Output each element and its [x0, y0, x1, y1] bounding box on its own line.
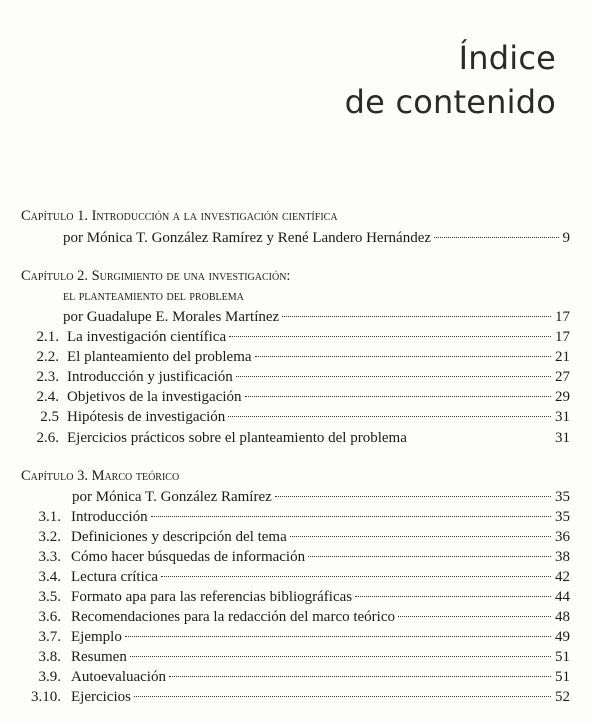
leader-dots [229, 336, 551, 337]
page-number: 9 [562, 230, 570, 246]
toc-entry [71, 587, 570, 607]
section-row [0, 407, 592, 427]
toc-entry [71, 527, 570, 547]
page-number: 36 [555, 529, 570, 545]
leader-dots [245, 396, 551, 397]
toc-entry [67, 347, 570, 367]
chapter-2-authors-row [0, 307, 592, 327]
section-row [0, 627, 592, 647]
section-row [0, 687, 592, 707]
section-number: 2.3. [36, 369, 59, 385]
page-number: 44 [555, 589, 570, 605]
page-number: 21 [555, 349, 570, 365]
section-title: Objetivos de la investigación [67, 389, 242, 405]
section-title: El planteamiento del problema [67, 349, 252, 365]
leader-dots [398, 616, 551, 617]
chapter-authors: por Mónica T. González Ramírez y René Landero Hernández [63, 230, 432, 246]
section-row [0, 587, 592, 607]
page-title-line-1: Índice [458, 39, 556, 77]
toc-entry [63, 228, 570, 248]
section-number: 3.3. [38, 549, 61, 565]
section-number: 3.8. [38, 649, 61, 665]
chapter-title: Capítulo 2. Surgimiento de una investigación: [21, 268, 291, 284]
toc-entry [67, 407, 570, 427]
leader-dots [228, 416, 551, 417]
toc-entry [63, 307, 570, 327]
leader-dots [355, 596, 551, 597]
section-number: 2.4. [36, 389, 59, 405]
toc-entry [71, 647, 570, 667]
toc-entry [71, 507, 570, 527]
section-number: 2.1. [36, 329, 59, 345]
section-title: Introducción y justificación [67, 369, 233, 385]
leader-dots [282, 316, 551, 317]
page-number: 51 [555, 649, 570, 665]
section-title: La investigación científica [67, 329, 227, 345]
section-number: 3.4. [38, 569, 61, 585]
section-row [0, 327, 592, 347]
section-title: Ejercicios prácticos sobre el planteamiento del problema [67, 430, 407, 446]
page-title-line-2: de contenido [344, 83, 556, 121]
chapter-1-authors-row [0, 228, 592, 248]
leader-dots [275, 496, 551, 497]
section-title: Introducción [71, 509, 148, 525]
page-number: 35 [555, 509, 570, 525]
section-row [0, 367, 592, 387]
chapter-2-subtitle-row [0, 287, 592, 307]
toc-entry [71, 627, 570, 647]
page-number: 38 [555, 549, 570, 565]
toc-entry [67, 367, 570, 387]
section-number: 3.9. [38, 669, 61, 685]
page-number: 27 [555, 369, 570, 385]
leader-dots [290, 536, 551, 537]
section-row [0, 547, 592, 567]
toc-entry [71, 547, 570, 567]
leader-dots [130, 656, 551, 657]
section-row [0, 647, 592, 667]
chapter-3-authors-row [0, 487, 592, 507]
toc-entry [71, 667, 570, 687]
section-title: Ejemplo [71, 629, 122, 645]
section-row [0, 527, 592, 547]
chapter-1-heading [0, 206, 592, 226]
page-number: 31 [555, 409, 570, 425]
section-title: Definiciones y descripción del tema [71, 529, 287, 545]
chapter-subtitle: el planteamiento del problema [63, 289, 244, 304]
page-number: 52 [555, 689, 570, 705]
section-row [0, 387, 592, 407]
section-number: 2.6. [36, 430, 59, 446]
chapter-3-heading [0, 466, 592, 486]
page-number: 48 [555, 609, 570, 625]
section-number: 2.5 [40, 409, 59, 425]
section-title: Hipótesis de investigación [67, 409, 226, 425]
section-row [0, 567, 592, 587]
section-number: 3.6. [38, 609, 61, 625]
leader-dots [134, 696, 551, 697]
leader-dots [255, 356, 551, 357]
chapter-title: Capítulo 1. Introducción a la investigación científica [21, 208, 338, 224]
section-number: 3.2. [38, 529, 61, 545]
leader-dots [161, 576, 551, 577]
section-number: 3.5. [38, 589, 61, 605]
section-title: Autoevaluación [71, 669, 166, 685]
toc-entry [67, 327, 570, 347]
leader-dots [434, 237, 558, 238]
section-number: 3.7. [38, 629, 61, 645]
toc-entry [71, 687, 570, 707]
leader-dots [125, 636, 551, 637]
section-title: Lectura crítica [71, 569, 159, 585]
section-title: Formato apa para las referencias bibliográficas [71, 589, 353, 605]
chapter-authors: por Mónica T. González Ramírez [72, 489, 272, 505]
page-number: 51 [555, 669, 570, 685]
section-row [0, 607, 592, 627]
page-number: 17 [555, 309, 570, 325]
chapter-authors: por Guadalupe E. Morales Martínez [63, 309, 280, 325]
toc-entry [72, 487, 570, 507]
page-number: 31 [555, 430, 570, 446]
section-row [0, 347, 592, 367]
toc-entry [67, 428, 570, 448]
leader-dots [236, 376, 551, 377]
section-number: 3.10. [31, 689, 61, 705]
toc-entry [67, 387, 570, 407]
leader-dots [308, 556, 551, 557]
chapter-2-heading [0, 266, 592, 286]
section-title: Cómo hacer búsquedas de información [71, 549, 306, 565]
page-number: 17 [555, 329, 570, 345]
page-number: 35 [555, 489, 570, 505]
page-number: 29 [555, 389, 570, 405]
leader-dots [151, 516, 551, 517]
page-number: 42 [555, 569, 570, 585]
section-title: Ejercicios [71, 689, 131, 705]
leader-dots [169, 676, 551, 677]
toc-entry [71, 607, 570, 627]
section-number: 2.2. [36, 349, 59, 365]
section-row [0, 667, 592, 687]
section-number: 3.1. [38, 509, 61, 525]
page-title [345, 36, 556, 124]
section-title: Resumen [71, 649, 127, 665]
toc-entry [71, 567, 570, 587]
chapter-title: Capítulo 3. Marco teórico [21, 468, 180, 484]
section-title: Recomendaciones para la redacción del marco teórico [71, 609, 396, 625]
section-row [0, 428, 592, 448]
section-row [0, 507, 592, 527]
page-number: 49 [555, 629, 570, 645]
leader-space [410, 437, 551, 438]
